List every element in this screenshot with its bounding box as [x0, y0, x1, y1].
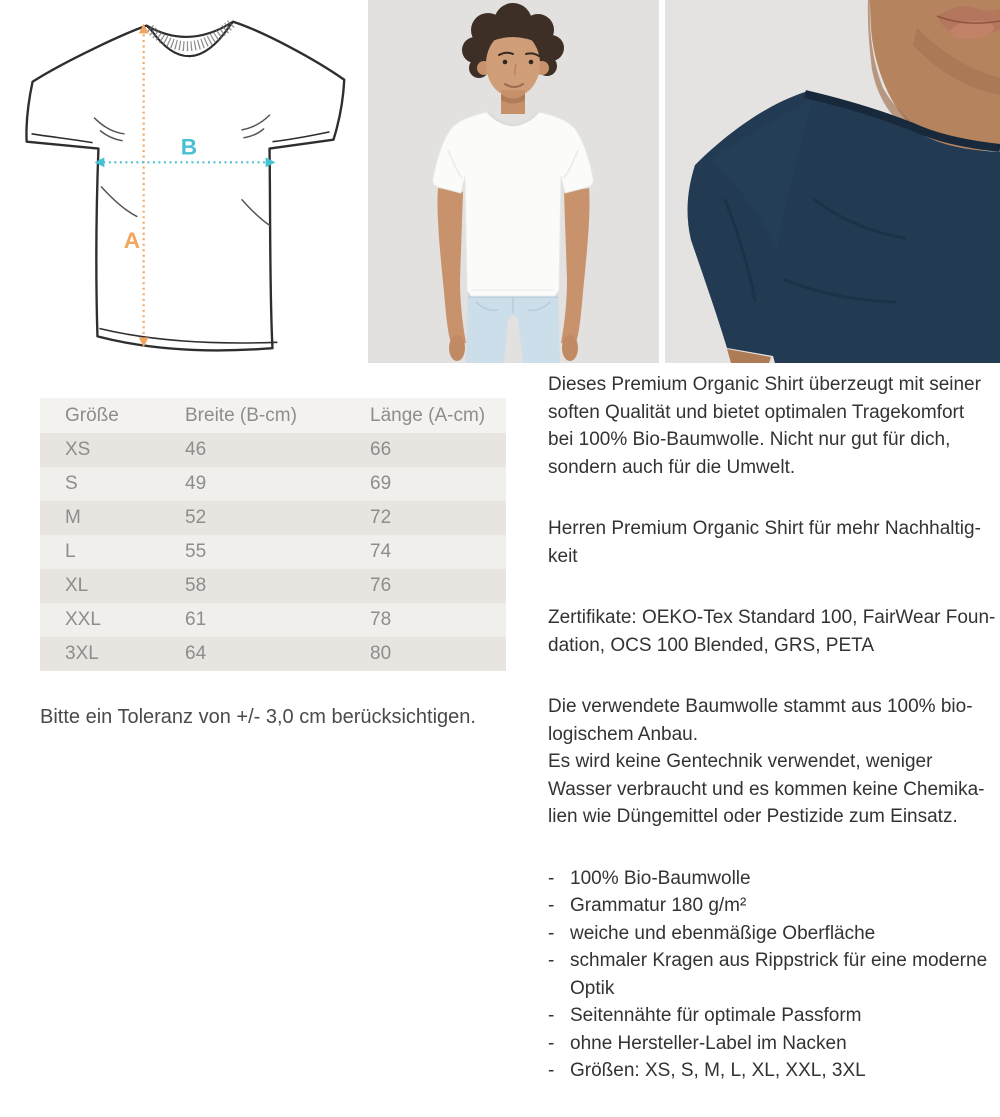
- bullet-dash: -: [548, 1032, 555, 1054]
- feature-item: - Grammatur 180 g/m²: [548, 892, 998, 920]
- product-description: [548, 371, 998, 1085]
- tolerance-note: Bitte ein Toleranz von +/- 3,0 cm berücksichtigen.: [40, 706, 476, 728]
- bullet-dash: -: [548, 950, 555, 971]
- description-paragraph-cotton: Die verwendete Baumwolle stammt aus 100% bio- logischem Anbau. Es wird keine Gentechnik verwendet, weniger Wasser verbraucht und es kommen keine Chemika- lien wie Düngemittel oder Pestizide zum Einsatz.: [548, 696, 985, 827]
- feature-item: - Größen: XS, S, M, L, XL, XXL, 3XL: [548, 1057, 998, 1085]
- size-table: [40, 398, 506, 671]
- feature-item: - Seitennähte für optimale Passform: [548, 1002, 998, 1030]
- measure-label-b: B: [180, 134, 198, 160]
- col-header-laenge: Länge (A-cm): [370, 404, 486, 426]
- photo-fabric-closeup[interactable]: [665, 0, 1000, 363]
- closeup-photo-art: [665, 0, 1000, 363]
- feature-list: [548, 865, 998, 1085]
- table-row: M 52 72: [40, 501, 506, 535]
- feature-item: - schmaler Kragen aus Rippstrick für eine moderne Optik: [548, 947, 998, 1002]
- description-paragraph-intro: Dieses Premium Organic Shirt überzeugt mit seiner soften Qualität und bietet optimalen Tragekomfort bei 100% Bio-Baumwolle. Nicht nur gut für dich, sondern auch für die Umwelt.: [548, 374, 981, 478]
- feature-item: - 100% Bio-Baumwolle: [548, 865, 998, 893]
- bullet-dash: -: [548, 895, 555, 916]
- description-paragraph-sustainability: Herren Premium Organic Shirt für mehr Nachhaltig- keit: [548, 518, 981, 567]
- table-row: L 55 74: [40, 535, 506, 569]
- table-row: 3XL 64 80: [40, 637, 506, 671]
- bullet-dash: -: [548, 1005, 555, 1026]
- table-row: XS 46 66: [40, 433, 506, 467]
- tshirt-outline-drawing: [6, 4, 360, 360]
- table-row: XL 58 76: [40, 569, 506, 603]
- col-header-breite: Breite (B-cm): [185, 404, 297, 426]
- bullet-dash: -: [548, 867, 555, 889]
- description-paragraph-certificates: Zertifikate: OEKO-Tex Standard 100, FairWear Foun- dation, OCS 100 Blended, GRS, PETA: [548, 607, 996, 656]
- measure-label-a: A: [123, 227, 141, 253]
- size-table-header-row: [40, 398, 506, 433]
- col-header-groesse: Größe: [65, 404, 119, 426]
- feature-item: - weiche und ebenmäßige Oberfläche: [548, 920, 998, 948]
- bullet-dash: -: [548, 1060, 555, 1081]
- table-row: S 49 69: [40, 467, 506, 501]
- photo-model-front[interactable]: [368, 0, 659, 363]
- bullet-dash: -: [548, 922, 555, 944]
- feature-item: - ohne Hersteller-Label im Nacken: [548, 1030, 998, 1058]
- model-photo-art: [368, 0, 659, 363]
- tshirt-measurement-diagram[interactable]: [6, 4, 360, 360]
- table-row: XXL 61 78: [40, 603, 506, 637]
